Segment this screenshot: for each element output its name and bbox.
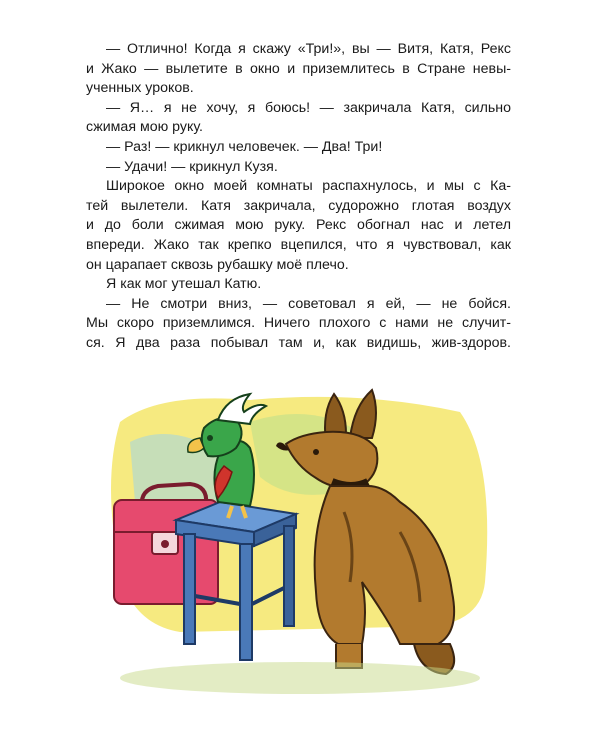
text-line: ученных уроков. <box>86 80 194 97</box>
illustration-parrot-dog <box>100 382 490 712</box>
text-line: и до боли сжимая мою руку. Рекс обогнал нас и летел <box>86 217 511 234</box>
text-line: — Удачи! — крикнул Кузя. <box>106 158 278 175</box>
text-line: — Отлично! Когда я скажу «Три!», вы — Витя, Катя, Рекс <box>106 41 511 57</box>
text-line: и Жако — вылетите в окно и приземлитесь в Стране невы- <box>86 60 511 77</box>
schoolbag <box>114 484 218 604</box>
ground-shadow <box>120 662 480 694</box>
text-line: — Раз! — крикнул человечек. — Два! Три! <box>106 138 383 155</box>
text-line: — Я… я не хочу, я боюсь! — закричала Катя, сильно <box>106 99 511 116</box>
text-line: ся. Я два раза побывал там и, как видишь, жив-здоров. <box>86 334 511 351</box>
text-line: он царапает сквозь рубашку моё плечо. <box>86 256 349 273</box>
story-text <box>86 40 511 354</box>
text-line: впереди. Жако так крепко вцепился, что я чувствовал, как <box>86 236 511 253</box>
text-line: Широкое окно моей комнаты распахнулось, и мы с Ка- <box>106 178 511 195</box>
text-line: Я как мог утешал Катю. <box>106 276 262 293</box>
text-line: сжимая мою руку. <box>86 119 203 136</box>
text-line: тей вылетели. Катя закричала, судорожно глотая воздух <box>86 197 511 214</box>
text-line: — Не смотри вниз, — советовал я ей, — не бойся. <box>106 295 511 312</box>
text-line: Мы скоро приземлимся. Ничего плохого с нами не случит- <box>86 315 511 332</box>
